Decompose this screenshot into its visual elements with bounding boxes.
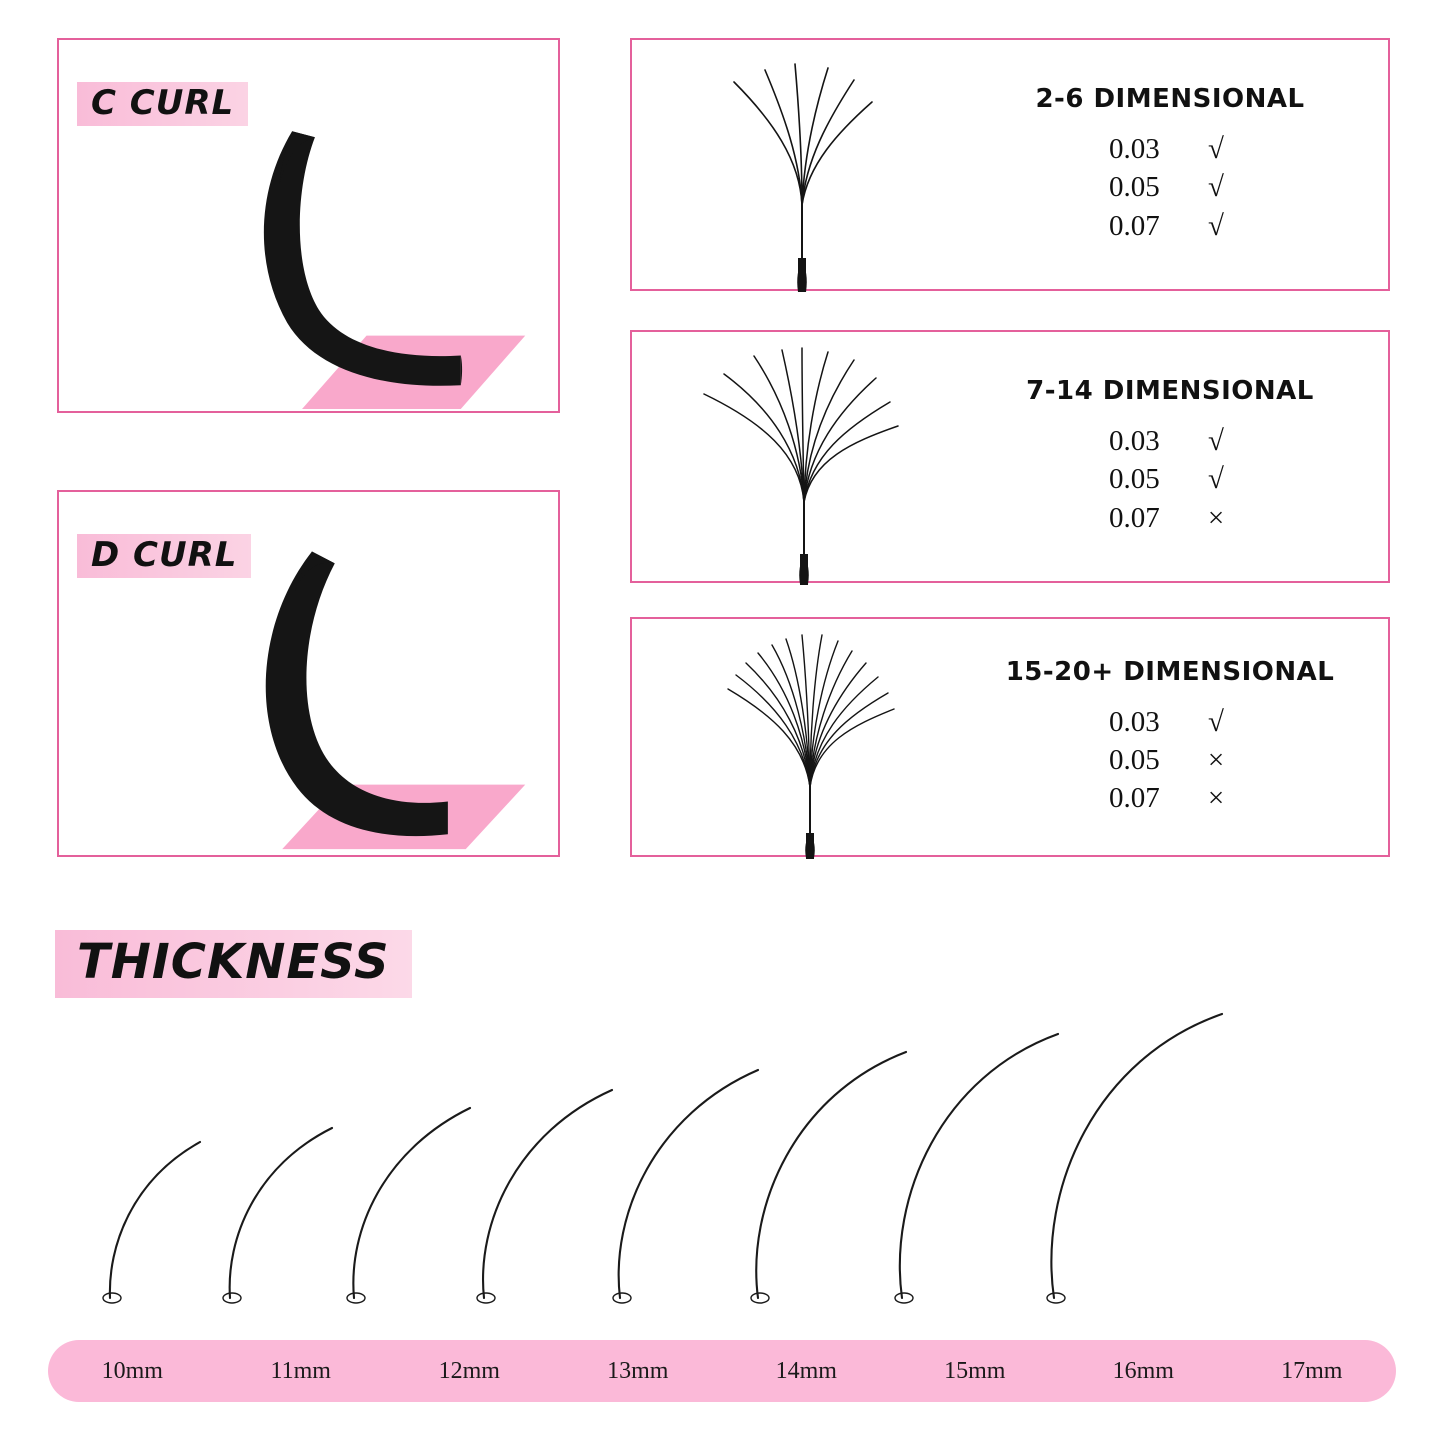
dim-value: 0.03 bbox=[1109, 425, 1160, 458]
dim-value: 0.03 bbox=[1109, 705, 1160, 738]
dim-row bbox=[1109, 207, 1231, 245]
dim-row bbox=[1109, 130, 1231, 168]
panel-d-curl bbox=[57, 490, 560, 857]
dim-row bbox=[1109, 460, 1231, 498]
dim-row bbox=[1109, 703, 1231, 741]
dim-mark: × bbox=[1207, 782, 1225, 815]
dim-mark: √ bbox=[1208, 463, 1224, 496]
fan-14-lines-icon bbox=[632, 619, 962, 855]
thickness-label: THICKNESS bbox=[55, 930, 412, 998]
panel-2-6-dimensional bbox=[630, 38, 1390, 291]
lash-length-scale-bar bbox=[48, 1340, 1396, 1402]
dim-mark: √ bbox=[1208, 209, 1224, 242]
dim-value: 0.07 bbox=[1109, 501, 1160, 534]
length-17mm: 17mm bbox=[1281, 1357, 1343, 1384]
length-16mm: 16mm bbox=[1112, 1357, 1174, 1384]
dim-mark: √ bbox=[1208, 133, 1224, 166]
dim-mark: √ bbox=[1208, 425, 1224, 458]
dim-title-1: 2-6 DIMENSIONAL bbox=[1035, 84, 1305, 115]
length-15mm: 15mm bbox=[944, 1357, 1006, 1384]
dim-value: 0.05 bbox=[1109, 171, 1160, 204]
length-11mm: 11mm bbox=[270, 1357, 331, 1384]
length-13mm: 13mm bbox=[607, 1357, 669, 1384]
dim-title-3: 15-20+ DIMENSIONAL bbox=[1005, 656, 1335, 687]
length-12mm: 12mm bbox=[438, 1357, 500, 1384]
dim-value: 0.07 bbox=[1109, 782, 1160, 815]
panel-c-curl bbox=[57, 38, 560, 413]
lash-curves-icon bbox=[40, 990, 1410, 1320]
d-curl-label: D CURL bbox=[77, 534, 251, 578]
fan-6-lines-icon bbox=[632, 40, 962, 289]
length-14mm: 14mm bbox=[775, 1357, 837, 1384]
dim-mark: × bbox=[1207, 743, 1225, 776]
dim-value: 0.03 bbox=[1109, 133, 1160, 166]
c-curl-label: C CURL bbox=[77, 82, 248, 126]
dim-row bbox=[1109, 779, 1231, 817]
dim-mark: √ bbox=[1208, 171, 1224, 204]
length-10mm: 10mm bbox=[101, 1357, 163, 1384]
dim-row bbox=[1109, 422, 1231, 460]
dim-title-2: 7-14 DIMENSIONAL bbox=[1026, 376, 1314, 407]
dim-value: 0.07 bbox=[1109, 209, 1160, 242]
panel-7-14-dimensional bbox=[630, 330, 1390, 583]
fan-10-lines-icon bbox=[632, 332, 962, 581]
dim-row bbox=[1109, 499, 1231, 537]
dim-mark: × bbox=[1207, 501, 1225, 534]
dim-value: 0.05 bbox=[1109, 743, 1160, 776]
dim-value: 0.05 bbox=[1109, 463, 1160, 496]
lash-length-row bbox=[40, 990, 1410, 1320]
dim-row bbox=[1109, 741, 1231, 779]
panel-15-20-dimensional bbox=[630, 617, 1390, 857]
dim-mark: √ bbox=[1208, 705, 1224, 738]
dim-row bbox=[1109, 168, 1231, 206]
